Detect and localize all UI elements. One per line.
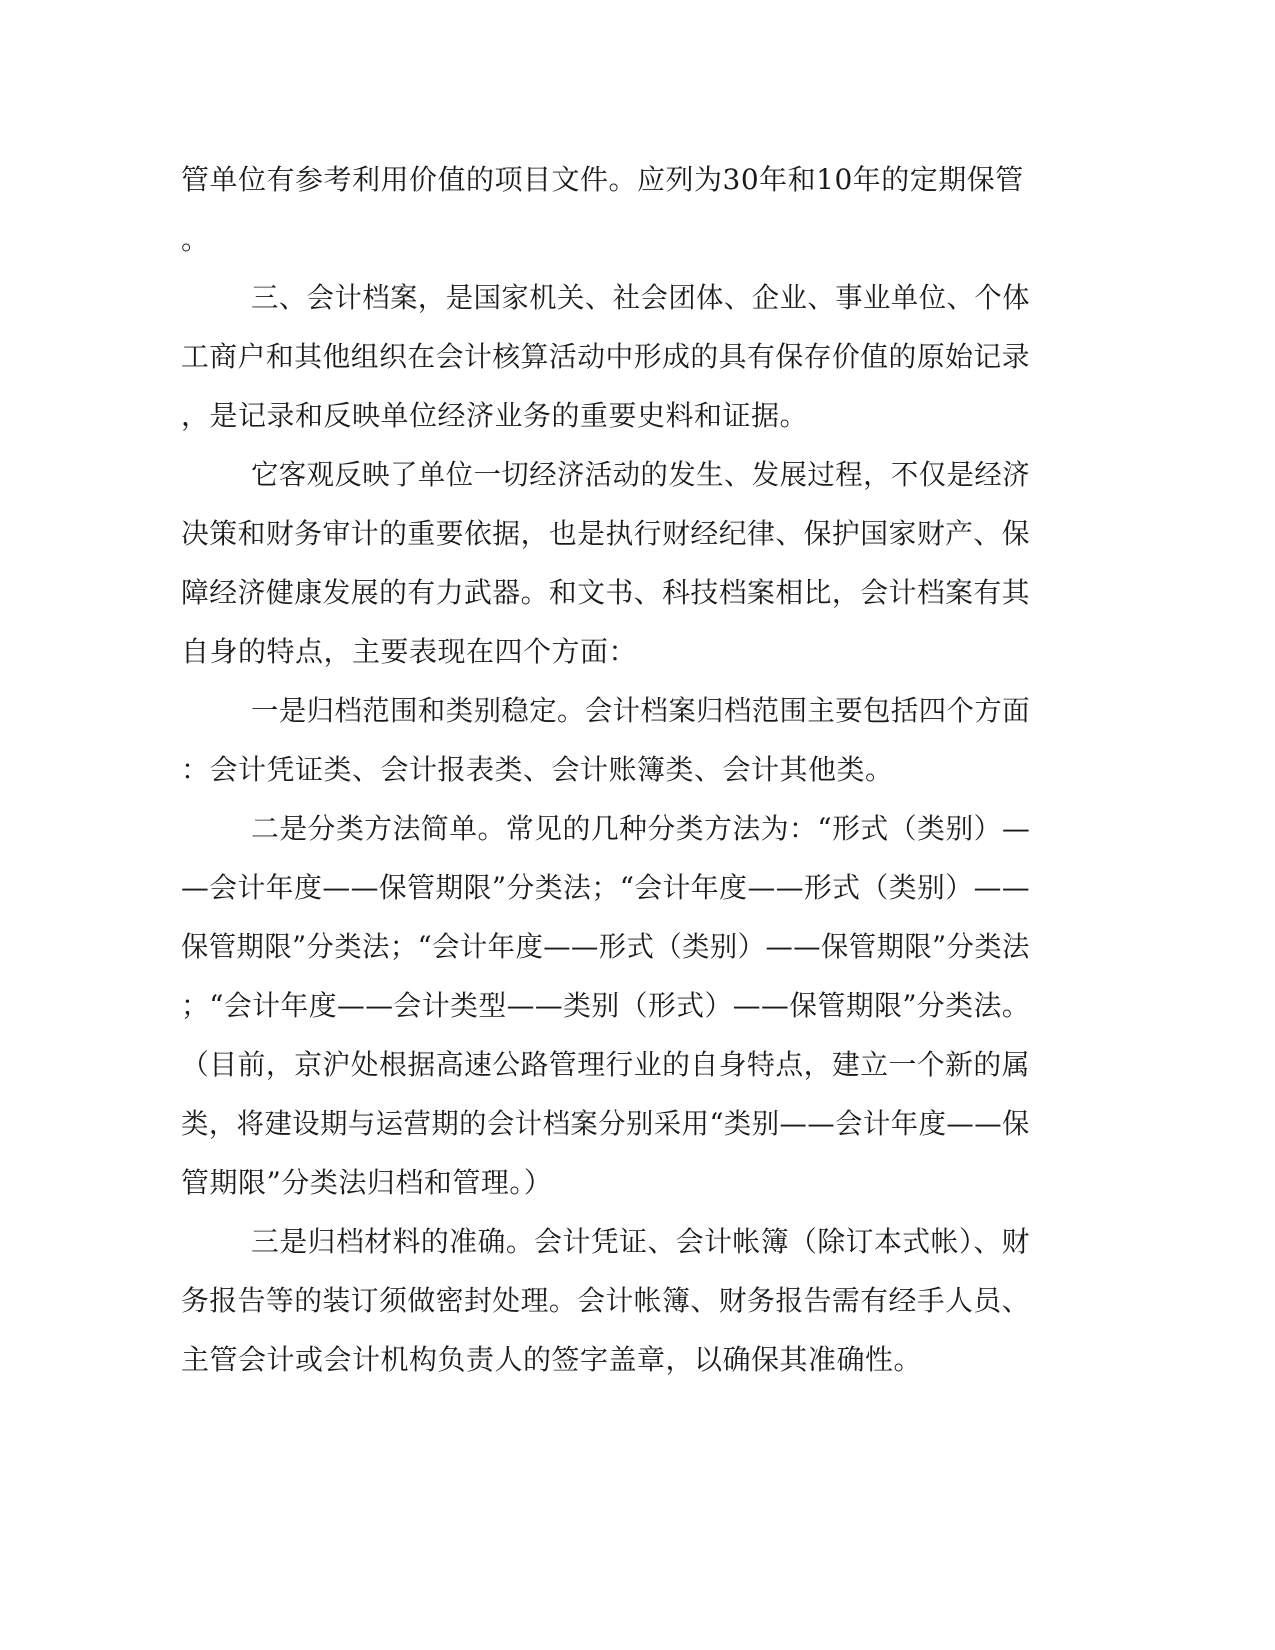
paragraph-start-line: 它客观反映了单位一切经济活动的发生、发展过程，不仅是经济 [251,458,1031,491]
text-line: 类，将建设期与运营期的会计档案分别采用“类别——会计年度——保 [181,1107,1030,1140]
text-line: 决策和财务审计的重要依据，也是执行财经纪律、保护国家财产、保 [181,517,1031,550]
text-line: 主管会计或会计机构负责人的签字盖章，以确保其准确性。 [181,1343,923,1376]
text-line: 工商户和其他组织在会计核算活动中形成的具有保存价值的原始记录 [181,340,1031,373]
text-line: 管期限”分类法归档和管理。） [181,1166,553,1199]
text-line: 自身的特点，主要表现在四个方面： [181,635,638,668]
text-line: 保管期限”分类法；“会计年度——形式（类别）——保管期限”分类法 [181,930,1030,963]
text-line: ：会计凭证类、会计报表类、会计账簿类、会计其他类。 [181,753,894,786]
paragraph-start-line: 三是归档材料的准确。会计凭证、会计帐簿（除订本式帐）、财 [251,1225,1030,1258]
text-line: ；“会计年度——会计类型——类别（形式）——保管期限”分类法。 [181,989,1031,1022]
text-line: 管单位有参考利用价值的项目文件。应列为30年和10年的定期保管 [181,163,1024,196]
paragraph-start-line: 二是分类方法简单。常见的几种分类方法为：“形式（类别）— [251,812,1031,845]
text-line: ，是记录和反映单位经济业务的重要史料和证据。 [181,399,809,432]
text-line: 障经济健康发展的有力武器。和文书、科技档案相比，会计档案有其 [181,576,1031,609]
text-line: 务报告等的装订须做密封处理。会计帐簿、财务报告需有经手人员、 [181,1284,1031,1317]
paragraph-start-line: 三、会计档案，是国家机关、社会团体、企业、事业单位、个体 [251,281,1031,314]
text-line: 。 [181,223,210,256]
text-line: （目前，京沪处根据高速公路管理行业的自身特点，建立一个新的属 [181,1048,1031,1081]
paragraph-start-line: 一是归档范围和类别稳定。会计档案归档范围主要包括四个方面 [251,694,1031,727]
text-line: —会计年度——保管期限”分类法；“会计年度——形式（类别）—— [181,871,1031,904]
